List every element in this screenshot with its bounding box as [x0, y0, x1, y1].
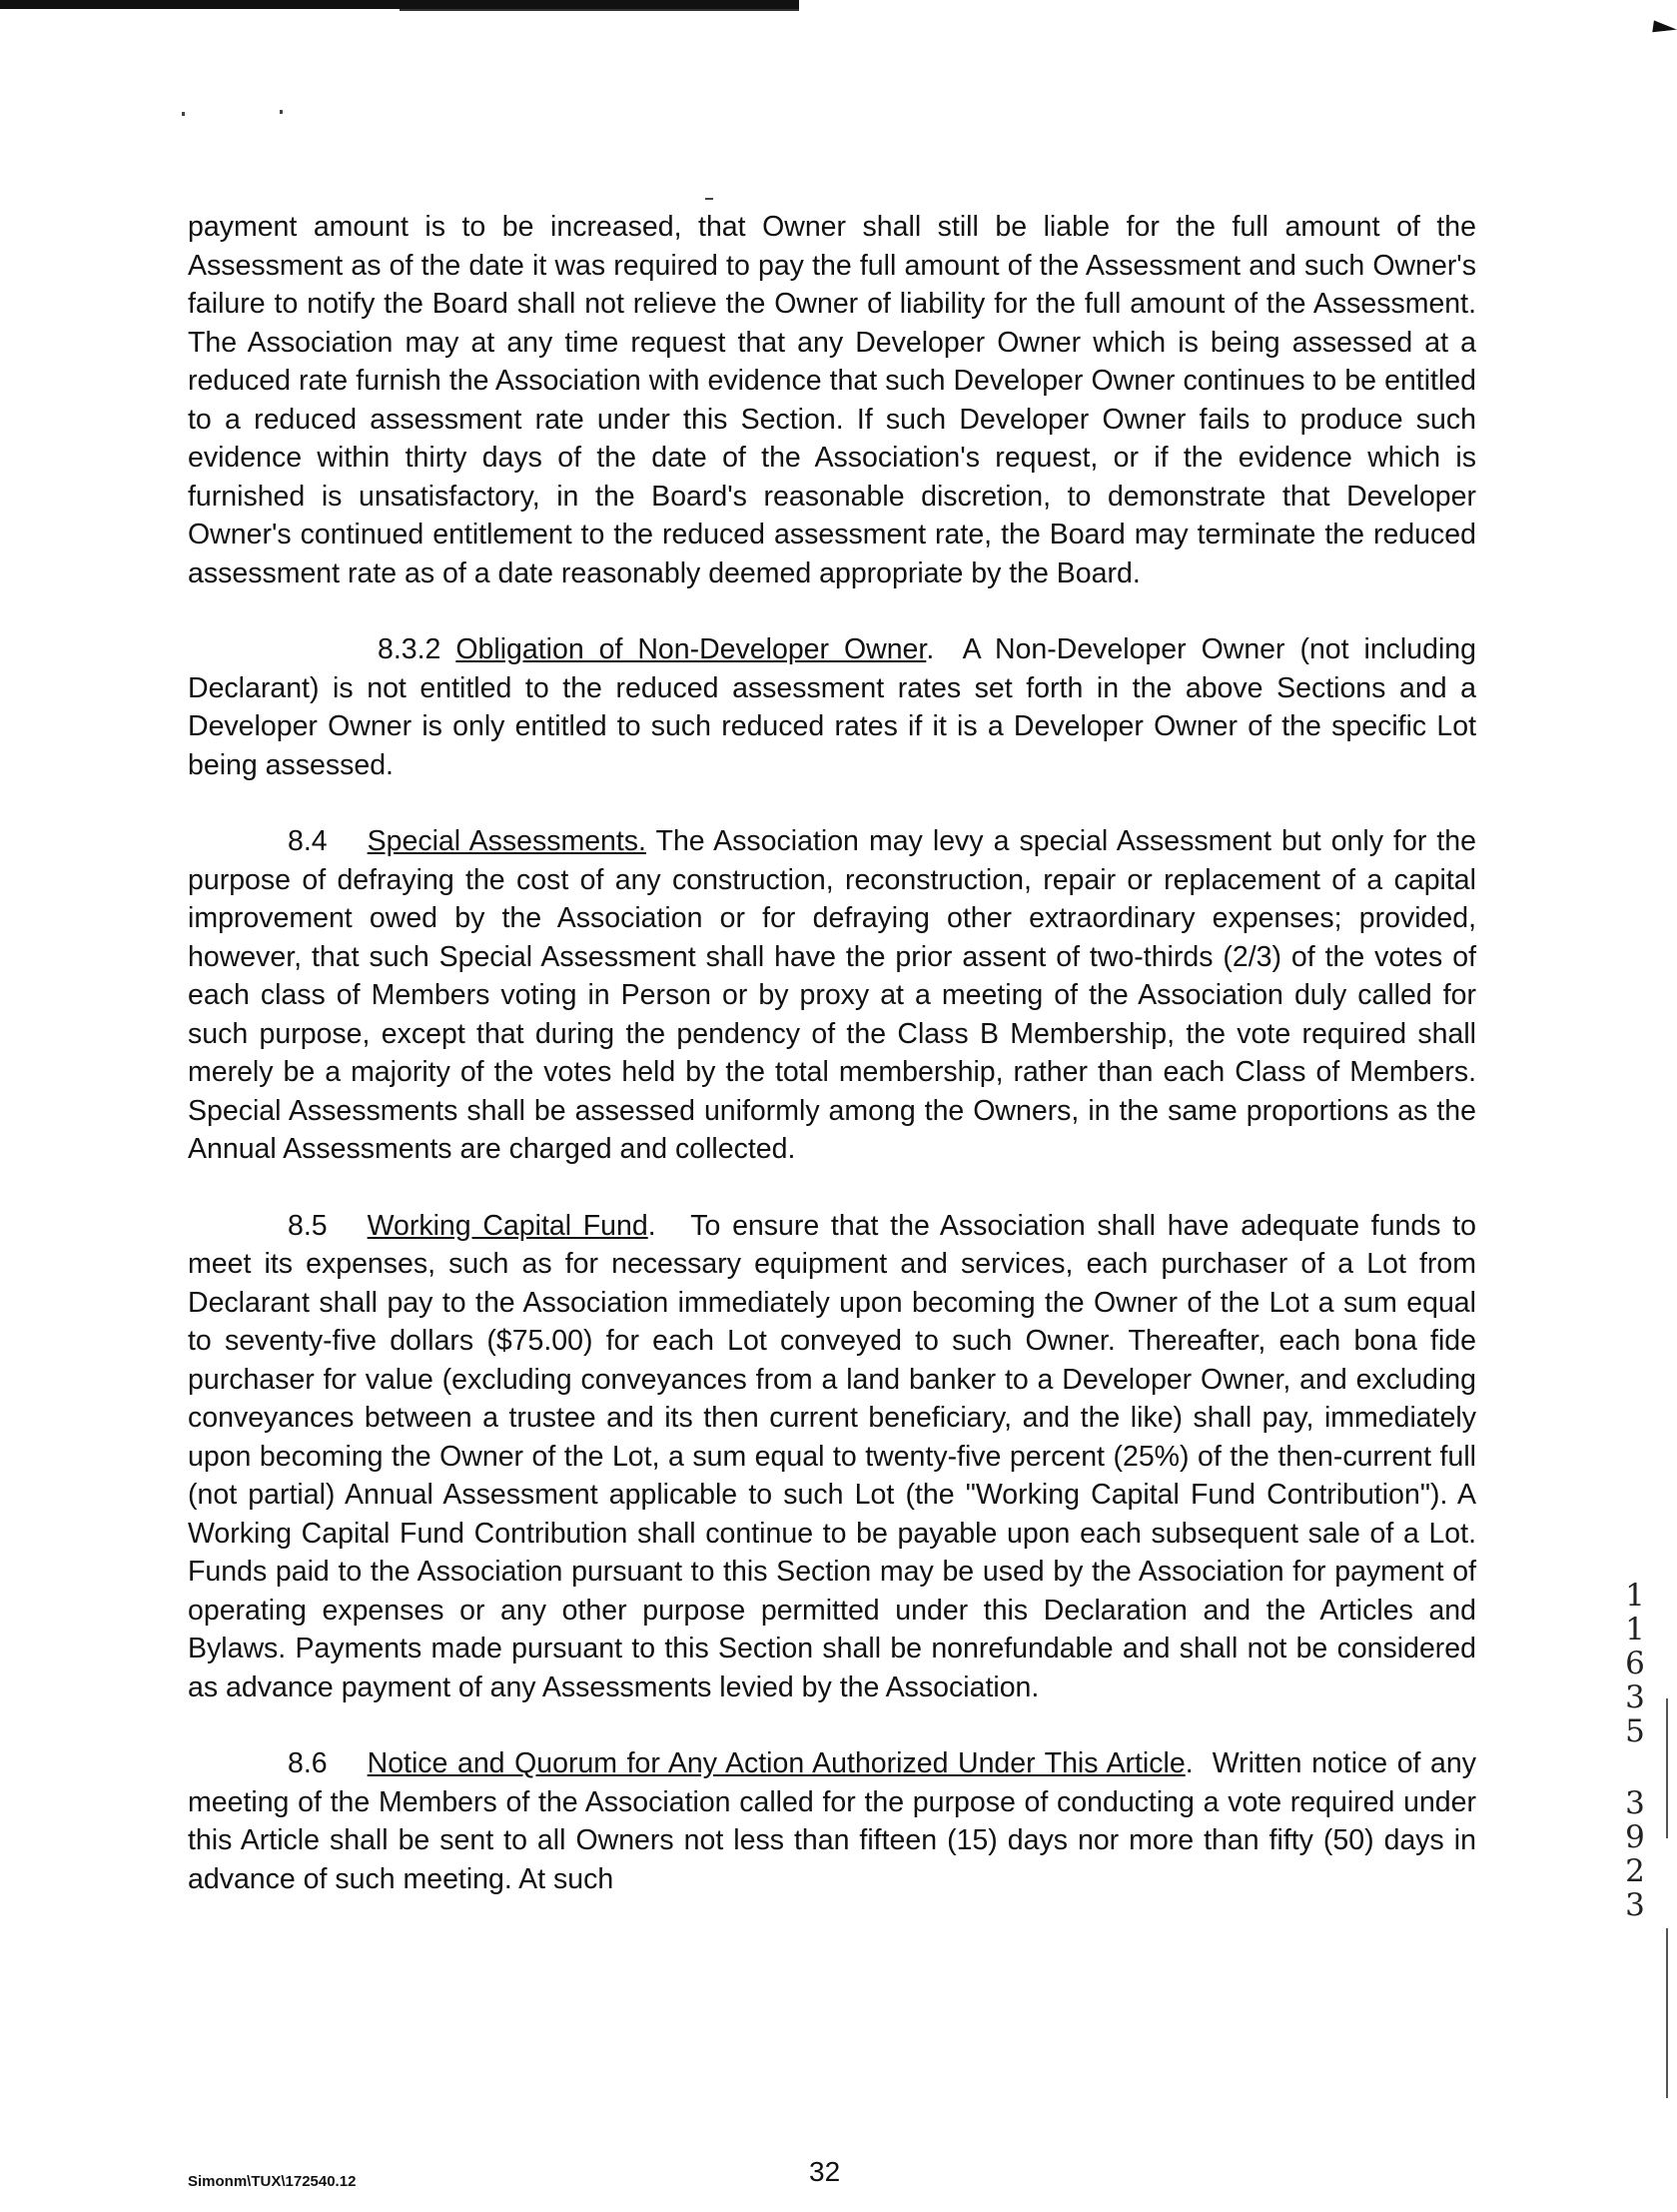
- section-number: 8.5: [288, 1209, 328, 1242]
- scan-corner-mark: [1652, 20, 1677, 35]
- section-number: 8.6: [288, 1747, 328, 1779]
- recording-stamp-bottom: 3923: [1625, 1785, 1645, 1923]
- page-number: 32: [809, 2156, 841, 2187]
- section-text: Written notice of any meeting of the Members of the Association called for the purpose of conducting a vote required under this Article shall be sent to all Owners not less than fifteen (15) days nor more than fifty (50) days in advance of such meeting. At such: [188, 1747, 1476, 1895]
- section-heading: Special Assessments.: [367, 825, 646, 857]
- section-text: A Non-Developer Owner (not including Declarant) is not entitled to the reduced assessment rates set forth in the above Sections and a Developer Owner is only entitled to such reduced rates if it is a Developer Owner of the specific Lot being assessed.: [188, 633, 1476, 781]
- document-id: Simonm\TUX\172540.12: [188, 2173, 357, 2190]
- scan-edge-line: [400, 9, 799, 11]
- section-heading: Working Capital Fund: [367, 1209, 648, 1242]
- scan-edge-bar: [0, 0, 799, 9]
- section-number: 8.3.2: [378, 633, 441, 665]
- section-8-6: 8.6 Notice and Quorum for Any Action Authorized Under This Article. Written notice of any meeting of the Members of the Association called for the purpose of conducting a vote required under this Article shall be sent to all Owners not less than fifteen (15) days nor more than fifty (50) days in advance of such meeting. At such: [188, 1747, 1476, 1895]
- margin-rule: [1666, 1698, 1668, 1838]
- margin-rule: [1666, 1928, 1668, 2098]
- section-text: To ensure that the Association shall have adequate funds to meet its expenses, such as for necessary equipment and services, each purchaser of a Lot from Declarant shall pay to the Association immediately upon becoming the Owner of the Lot a sum equal to seventy-five dollars ($75.00) for each Lot conveyed to such Owner. Thereafter, each bona fide purchaser for value (excluding conveyances from a land banker to a Developer Owner, and excluding conveyances between a trustee and its then current beneficiary, and the like) shall pay, immediately upon becoming the Owner of the Lot, a sum equal to twenty-five percent (25%) of the then-current full (not partial) Annual Assessment applicable to such Lot (the "Working Capital Fund Contribution"). A Working Capital Fund Contribution shall continue to be payable upon each subsequent sale of a Lot. Funds paid to the Association pursuant to this Section may be used by the Association for payment of operating expenses or any other purpose permitted under this Declaration and the Articles and Bylaws. Payments made pursuant to this Section shall be nonrefundable and shall not be considered as advance payment of any Assessments levied by the Association.: [188, 1209, 1476, 1703]
- section-8-3-2: 8.3.2 Obligation of Non-Developer Owner. A Non-Developer Owner (not including Declarant) is not entitled to the reduced assessment rates set forth in the above Sections and a Developer Owner is only entitled to such reduced rates if it is a Developer Owner of the specific Lot being assessed.: [188, 633, 1476, 781]
- section-heading: Obligation of Non-Developer Owner: [455, 633, 927, 665]
- document-body: [188, 208, 1476, 1936]
- section-8-5: 8.5 Working Capital Fund. To ensure that the Association shall have adequate funds to meet its expenses, such as for necessary equipment and services, each purchaser of a Lot from Declarant shall pay to the Association immediately upon becoming the Owner of the Lot a sum equal to seventy-five dollars ($75.00) for each Lot conveyed to such Owner. Thereafter, each bona fide purchaser for value (excluding conveyances from a land banker to a Developer Owner, and excluding conveyances between a trustee and its then current beneficiary, and the like) shall pay, immediately upon becoming the Owner of the Lot, a sum equal to twenty-five percent (25%) of the then-current full (not partial) Annual Assessment applicable to such Lot (the "Working Capital Fund Contribution"). A Working Capital Fund Contribution shall continue to be payable upon each subsequent sale of a Lot. Funds paid to the Association pursuant to this Section may be used by the Association for payment of operating expenses or any other purpose permitted under this Declaration and the Articles and Bylaws. Payments made pursuant to this Section shall be nonrefundable and shall not be considered as advance payment of any Assessments levied by the Association.: [188, 1209, 1476, 1703]
- recording-stamp-top: 11635: [1625, 1578, 1645, 1749]
- continuation-paragraph: payment amount is to be increased, that Owner shall still be liable for the full amount of the Assessment as of the date it was required to pay the full amount of the Assessment and such Owner's failure to notify the Board shall not relieve the Owner of liability for the full amount of the Assessment. The Association may at any time request that any Developer Owner which is being assessed at a reduced rate furnish the Association with evidence that such Developer Owner continues to be entitled to a reduced assessment rate under this Section. If such Developer Owner fails to produce such evidence within thirty days of the date of the Association's request, or if the evidence which is furnished is unsatisfactory, in the Board's reasonable discretion, to demonstrate that Developer Owner's continued entitlement to the reduced assessment rate, the Board may terminate the reduced assessment rate as of a date reasonably deemed appropriate by the Board.: [188, 211, 1476, 589]
- scan-speck: [182, 112, 185, 116]
- scan-speck: [280, 110, 283, 114]
- section-text: The Association may levy a special Assessment but only for the purpose of defraying the cost of any construction, reconstruction, repair or replacement of a capital improvement owed by the Association or for defraying other extraordinary expenses; provided, however, that such Special Assessment shall have the prior assent of two-thirds (2/3) of the votes of each class of Members voting in Person or by proxy at a meeting of the Association duly called for such purpose, except that during the pendency of the Class B Membership, the vote required shall merely be a majority of the votes held by the total membership, rather than each Class of Members. Special Assessments shall be assessed uniformly among the Owners, in the same proportions as the Annual Assessments are charged and collected.: [188, 825, 1476, 1165]
- section-number: 8.4: [288, 825, 328, 857]
- scan-speck: [705, 198, 713, 200]
- section-8-4: [188, 822, 1476, 1169]
- recording-stamp: [1618, 1579, 1652, 1922]
- section-heading: Notice and Quorum for Any Action Authorized Under This Article: [367, 1747, 1186, 1779]
